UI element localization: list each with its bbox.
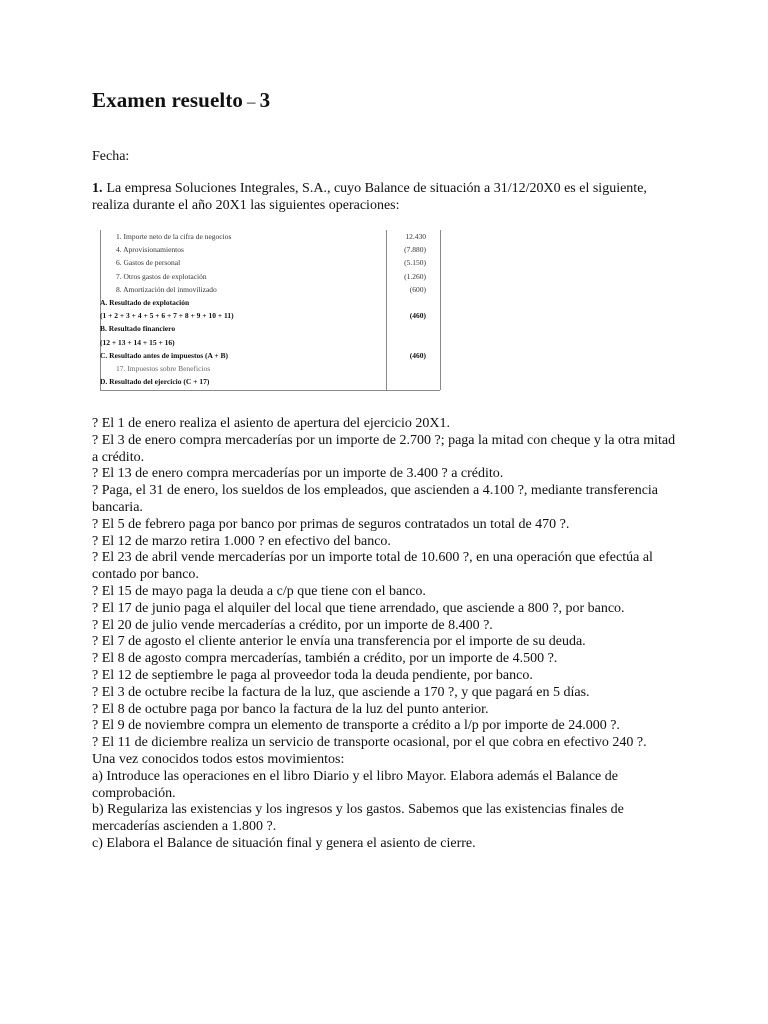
operation-item: a) Introduce las operaciones en el libro Diario y el libro Mayor. Elabora además el Balance de comprobación. bbox=[92, 768, 618, 801]
table-row-label: (12 + 13 + 14 + 15 + 16) bbox=[100, 337, 175, 347]
operation-item: b) Regulariza las existencias y los ingresos y los gastos. Sabemos que las existencias finales de mercaderías ascienden a 1.800 ?. bbox=[92, 802, 624, 835]
operation-item: ? El 9 de noviembre compra un elemento de transporte a crédito a l/p por importe de 24.000 ?. bbox=[92, 718, 620, 734]
operation-item: ? Paga, el 31 de enero, los sueldos de los empleados, que ascienden a 4.100 ?, mediante transferencia bancaria. bbox=[92, 483, 659, 515]
title-main: Examen resuelto bbox=[92, 88, 244, 112]
table-row-label: 4. Aprovisionamientos bbox=[116, 245, 184, 255]
table-row-label: D. Resultado del ejercicio (C + 17) bbox=[100, 377, 210, 387]
operation-item: ? El 8 de octubre paga por banco la factura de la luz del punto anterior. bbox=[92, 701, 489, 717]
exercise-intro bbox=[92, 180, 672, 214]
title-separator: – bbox=[247, 92, 256, 111]
operations-list bbox=[92, 416, 684, 853]
table-row bbox=[100, 270, 440, 283]
operation-item: ? El 1 de enero realiza el asiento de apertura del ejercicio 20X1. bbox=[92, 416, 450, 431]
table-row bbox=[100, 283, 440, 296]
table-row-label: (1 + 2 + 3 + 4 + 5 + 6 + 7 + 8 + 9 + 10 + 11) bbox=[100, 311, 234, 321]
table-bottom-border bbox=[100, 390, 440, 391]
exercise-statement: La empresa Soluciones Integrales, S.A., cuyo Balance de situación a 31/12/20X0 es el siguiente, realiza durante el año 20X1 las siguientes operaciones: bbox=[92, 181, 647, 213]
table-row bbox=[100, 243, 440, 256]
table-row bbox=[100, 362, 440, 375]
exercise-number: 1. bbox=[92, 181, 103, 196]
table-row-value: (460) bbox=[409, 311, 426, 321]
table-row bbox=[100, 349, 440, 362]
table-row-label: 1. Importe neto de la cifra de negocios bbox=[116, 232, 232, 241]
operation-item: ? El 3 de octubre recibe la factura de la luz, que asciende a 170 ?, y que pagará en 5 días. bbox=[92, 684, 590, 700]
operation-item: c) Elabora el Balance de situación final y genera el asiento de cierre. bbox=[92, 835, 476, 851]
operation-item: ? El 12 de marzo retira 1.000 ? en efectivo del banco. bbox=[92, 533, 391, 549]
date-label: Fecha: bbox=[92, 149, 130, 164]
table-row bbox=[100, 256, 440, 269]
table-row-label: 8. Amortización del inmovilizado bbox=[116, 284, 217, 294]
table-row-label: 7. Otros gastos de explotación bbox=[116, 271, 207, 281]
operation-item: ? El 3 de enero compra mercaderías por un importe de 2.700 ?; paga la mitad con cheque y la otra mitad a crédito. bbox=[92, 432, 676, 465]
operation-item: ? El 11 de diciembre realiza un servicio de transporte ocasional, por el que cobra en efectivo 240 ?. bbox=[92, 735, 647, 751]
table-row bbox=[100, 336, 440, 349]
operation-item: ? El 12 de septiembre le paga al proveedor toda la deuda pendiente, por banco. bbox=[92, 667, 533, 683]
page-title bbox=[92, 88, 270, 113]
table-row-label: 17. Impuestos sobre Beneficios bbox=[116, 364, 211, 373]
table-row-label: 6. Gastos de personal bbox=[116, 258, 181, 268]
income-statement-image bbox=[92, 228, 444, 400]
table-row-value: (600) bbox=[409, 284, 426, 294]
operation-item: ? El 20 de julio vende mercaderías a crédito, por un importe de 8.400 ?. bbox=[92, 617, 493, 633]
table-row-label: A. Resultado de explotación bbox=[100, 298, 190, 307]
operation-item: ? El 13 de enero compra mercaderías por un importe de 3.400 ? a crédito. bbox=[92, 466, 504, 482]
table-row-value: (7.880) bbox=[404, 245, 426, 255]
table-row bbox=[100, 375, 440, 388]
table-row-value: 12.430 bbox=[405, 232, 426, 241]
operation-item: Una vez conocidos todos estos movimientos: bbox=[92, 751, 345, 767]
operation-item: ? El 15 de mayo paga la deuda a c/p que tiene con el banco. bbox=[92, 583, 426, 599]
table-row-value: (1.260) bbox=[404, 271, 426, 281]
table-row-value: (5.150) bbox=[404, 258, 426, 268]
table-row-label: B. Resultado financiero bbox=[100, 324, 176, 334]
table-row-value: (460) bbox=[409, 350, 426, 360]
operation-item: ? El 23 de abril vende mercaderías por un importe total de 10.600 ?, en una operación que efectúa al contado por banco. bbox=[92, 550, 653, 583]
operation-item: ? El 5 de febrero paga por banco por primas de seguros contratados un total de 470 ?. bbox=[92, 516, 570, 532]
operation-item: ? El 17 de junio paga el alquiler del local que tiene arrendado, que asciende a 800 ?, por banco. bbox=[92, 600, 625, 616]
table-row bbox=[100, 296, 440, 309]
operation-item: ? El 7 de agosto el cliente anterior le envía una transferencia por el importe de su deuda. bbox=[92, 634, 586, 650]
operation-item: ? El 8 de agosto compra mercaderías, también a crédito, por un importe de 4.500 ?. bbox=[92, 651, 558, 667]
table-row bbox=[100, 309, 440, 322]
table-row bbox=[100, 322, 440, 335]
table-right-border bbox=[440, 230, 441, 390]
title-number: 3 bbox=[259, 88, 271, 112]
table-row-label: C. Resultado antes de impuestos (A + B) bbox=[100, 350, 229, 360]
table-row bbox=[100, 230, 440, 243]
